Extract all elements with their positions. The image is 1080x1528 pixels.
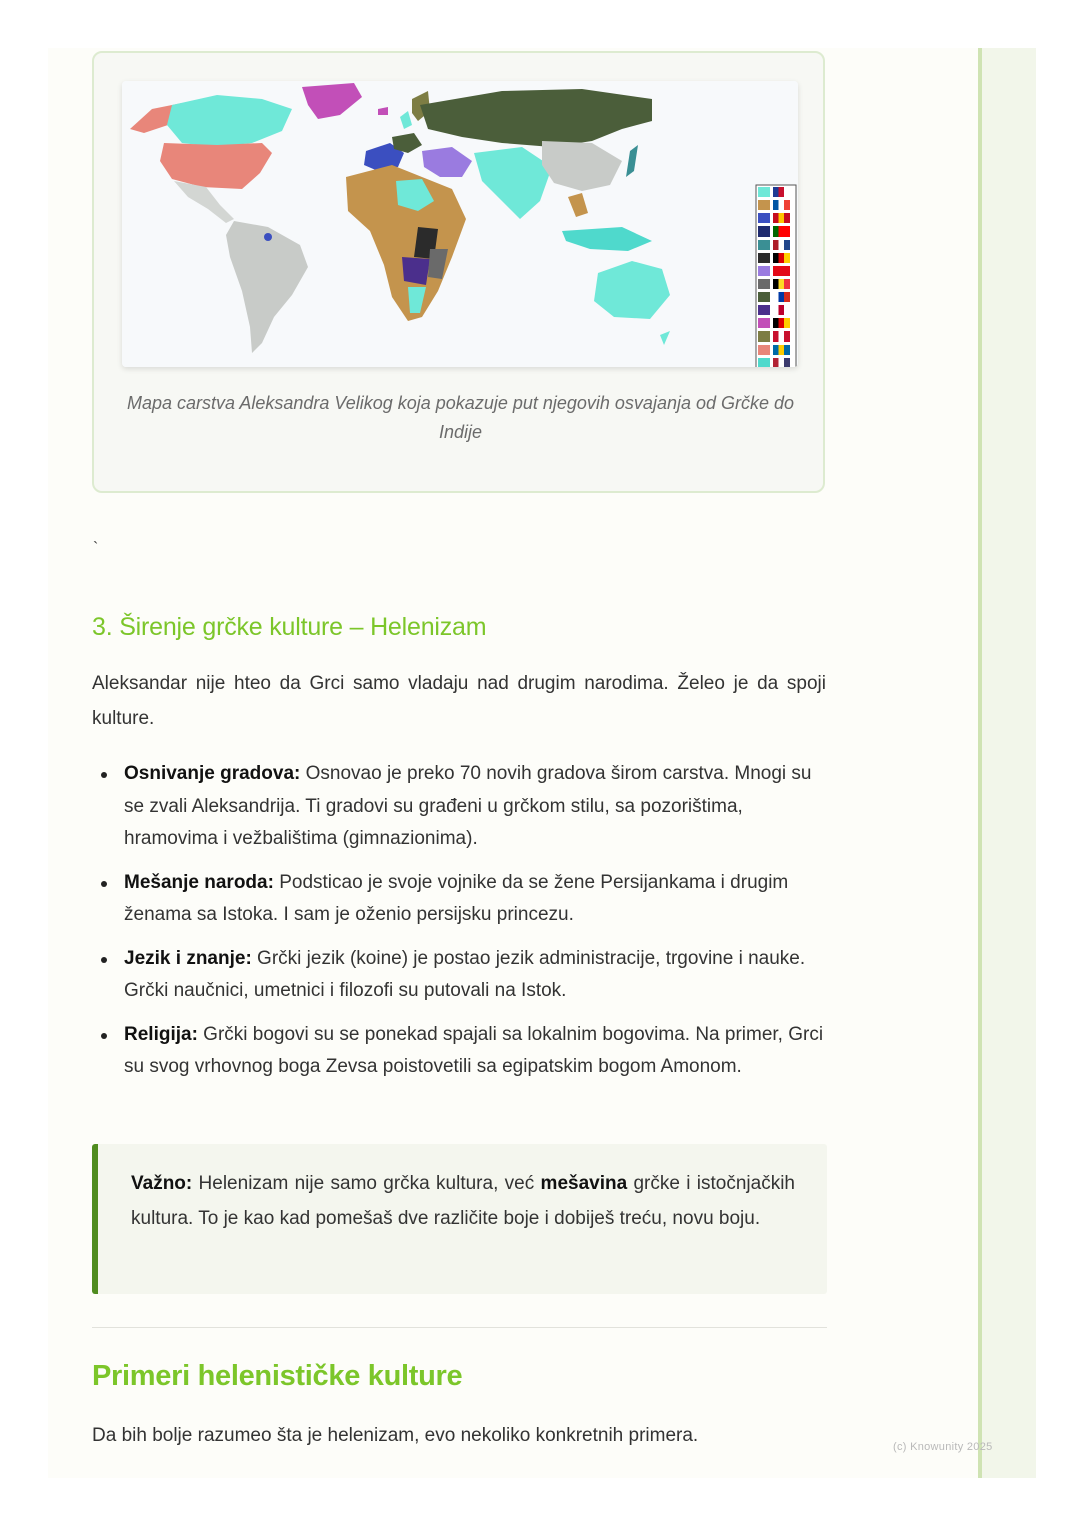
legend-swatch: [758, 200, 770, 210]
next-section-heading: Primeri helenističke kulture: [92, 1360, 463, 1392]
legend-entry: [758, 304, 795, 316]
legend-entry: [758, 317, 795, 329]
bullet-text: Osnovao je preko 70 novih gradova širom carstva. Mnogi su se zvali Aleksandrija. Ti gradovi su građeni u grčkom stilu, sa pozorištima, hramovima i vežbalištima (gimnazionima).: [124, 763, 812, 849]
legend-swatch: [758, 240, 770, 250]
list-item: [92, 867, 832, 932]
colonial-empires-map-image: [122, 81, 798, 367]
turkey-flag-icon: [773, 266, 790, 276]
legend-entry: [758, 357, 795, 367]
legend-entry: [758, 186, 795, 198]
legend-swatch: [758, 213, 770, 223]
belgium-flag-icon: [773, 279, 790, 289]
map-figure: [92, 51, 825, 493]
legend-swatch: [758, 187, 770, 197]
legend-entry: [758, 252, 795, 264]
stray-backtick: `: [93, 540, 99, 557]
legend-entry: [758, 212, 795, 224]
watermark: (c) Knowunity 2025: [893, 1441, 993, 1453]
figure-caption: Mapa carstva Aleksandra Velikog koja pokazuje put njegovih osvajanja od Grčke do Indije: [126, 393, 795, 442]
note-text: grčke i istočnjačkih kultura. To je kao kad pomešaš dve različite boje i dobiješ treću, novu boju.: [131, 1173, 795, 1229]
section-heading: 3. Širenje grčke kulture – Helenizam: [92, 613, 487, 641]
bullet-text: Podsticao je svoje vojnike da se žene Persijankama i drugim ženama sa Istoka. I sam je oženio persijsku princezu.: [124, 871, 789, 925]
sweden-flag-icon: [773, 345, 790, 355]
bullet-text: Grčki jezik (koine) je postao jezik administracije, trgovine i nauke. Grčki naučnici, umetnici i filozofi su putovali na Istok.: [124, 947, 806, 1001]
legend-swatch: [758, 305, 770, 315]
legend-swatch: [758, 331, 770, 341]
world-map: [122, 81, 798, 367]
uk-flag-icon: [773, 187, 790, 197]
legend-entry: [758, 225, 795, 237]
netherlands-flag-icon: [773, 240, 790, 250]
spain-flag-icon: [773, 213, 790, 223]
bullet-term: Jezik i znanje:: [124, 947, 252, 969]
russia-flag-icon: [773, 292, 790, 302]
page-side-strip: [978, 48, 1036, 1478]
note-label: Važno:: [131, 1173, 193, 1194]
legend-entry: [758, 265, 795, 277]
legend-swatch: [758, 226, 770, 236]
germany-flag-icon: [773, 318, 790, 328]
list-item: [92, 943, 832, 1008]
legend-swatch: [758, 266, 770, 276]
legend-entry: [758, 291, 795, 303]
germany-flag-icon: [773, 253, 790, 263]
bullet-icon: [101, 957, 107, 963]
usa-flag-icon: [773, 358, 790, 367]
bullet-icon: [101, 1033, 107, 1039]
list-item: [92, 758, 832, 856]
map-legend: [757, 186, 796, 367]
bullet-term: Osnivanje gradova:: [124, 763, 301, 784]
japan-flag-icon: [773, 305, 790, 315]
legend-entry: [758, 330, 795, 342]
legend-swatch: [758, 279, 770, 289]
bullet-text: Grčki bogovi su se ponekad spajali sa lokalnim bogovima. Na primer, Grci su svog vrhovnog boga Zevsa poistovetili sa egipatskim bogom Amonom.: [124, 1023, 824, 1077]
france-flag-icon: [773, 200, 790, 210]
section-divider: [92, 1327, 827, 1328]
legend-swatch: [758, 318, 770, 328]
note-emphasis: mešavina: [540, 1173, 628, 1194]
important-note: [92, 1144, 827, 1294]
section-intro: Aleksandar nije hteo da Grci samo vladaju nad drugim narodima. Želeo je da spoji kulture.: [92, 673, 826, 729]
list-item: [92, 1019, 832, 1084]
legend-entry: [758, 278, 795, 290]
legend-entry: [758, 199, 795, 211]
legend-entry: [758, 239, 795, 251]
next-section-intro: Da bih bolje razumeo šta je helenizam, evo nekoliko konkretnih primera.: [92, 1425, 699, 1446]
bullet-icon: [101, 881, 107, 887]
legend-swatch: [758, 345, 770, 355]
bullet-term: Religija:: [124, 1023, 198, 1045]
legend-swatch: [758, 253, 770, 263]
bullet-list: [92, 758, 832, 1095]
legend-swatch: [758, 292, 770, 302]
legend-entry: [758, 344, 795, 356]
legend-swatch: [758, 358, 770, 367]
portugal-flag-icon: [773, 226, 790, 236]
bullet-icon: [101, 772, 107, 778]
denmark-flag-icon: [773, 331, 790, 341]
note-text: Helenizam nije samo grčka kultura, već: [192, 1173, 541, 1194]
bullet-term: Mešanje naroda:: [124, 871, 274, 893]
